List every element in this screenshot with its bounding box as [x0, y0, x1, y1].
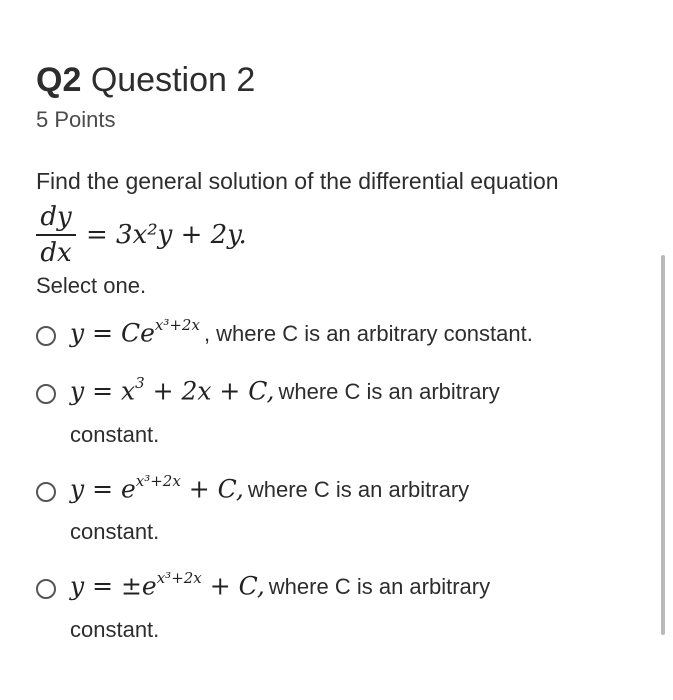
vertical-scrollbar[interactable]: [661, 255, 665, 635]
derivative-fraction: [36, 202, 76, 268]
option-4-line: [70, 571, 490, 600]
option-1-math: $y = Ce^{x^3+2x}$: [70, 316, 200, 348]
fraction-bar: [36, 234, 76, 236]
option-3-math: $y = e^{x^3+2x} + C$,: [70, 472, 244, 504]
differential-equation: [36, 200, 247, 270]
option-3-text: where C is an arbitrary: [247, 477, 470, 503]
question-header: [36, 60, 255, 100]
option-2-continuation: constant.: [70, 422, 160, 447]
option-1-text: , where C is an arbitrary constant.: [203, 321, 533, 347]
option-2-text: where C is an arbitrary: [278, 379, 500, 405]
radio-button-icon[interactable]: [36, 482, 56, 502]
points-label: 5 Points: [36, 107, 116, 132]
radio-button-icon[interactable]: [36, 384, 56, 404]
option-4-continuation: constant.: [70, 617, 160, 642]
option-3-continuation: constant.: [70, 519, 160, 544]
question-id: Q2: [36, 61, 82, 99]
option-2-math: $y = x^3 + 2x + C$,: [70, 374, 275, 406]
select-one-label: Select one.: [36, 273, 147, 298]
option-4-text: where C is an arbitrary: [268, 574, 491, 600]
question-prompt: Find the general solution of the differential equation: [36, 168, 559, 194]
radio-button-icon[interactable]: [36, 326, 56, 346]
radio-button-icon[interactable]: [36, 579, 56, 599]
option-4-math: $y = \pm e^{x^3+2x} + C$,: [70, 569, 265, 601]
option-2-line: [70, 376, 500, 405]
equation-rhs: = 3x²y + 2y.: [86, 220, 247, 250]
fraction-denominator: dx: [40, 238, 72, 268]
option-1-line: [70, 318, 533, 347]
question-title: Question 2: [90, 61, 256, 99]
option-3-line: [70, 474, 469, 503]
fraction-numerator: dy: [40, 202, 72, 232]
